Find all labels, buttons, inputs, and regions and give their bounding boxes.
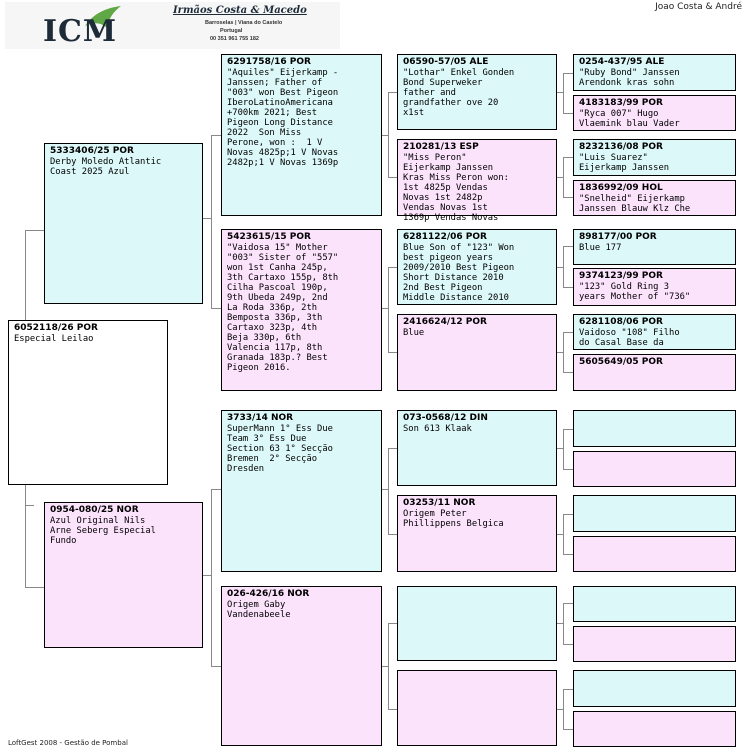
connector bbox=[563, 246, 564, 287]
connector bbox=[25, 505, 34, 506]
connector bbox=[563, 514, 573, 515]
connector bbox=[563, 157, 573, 158]
connector bbox=[388, 177, 397, 178]
connector bbox=[25, 587, 44, 588]
club-country: Portugal bbox=[220, 28, 243, 34]
connector bbox=[563, 429, 573, 430]
gggparent-card-empty[interactable] bbox=[573, 626, 736, 662]
pigeon-description: Azul Original Nils Arne Seberg Especial Fundo bbox=[50, 516, 156, 546]
ring-number: 6281122/06 POR bbox=[403, 232, 487, 242]
grandsire-maternal-card[interactable] bbox=[221, 410, 382, 572]
connector bbox=[388, 623, 389, 709]
pigeon-description: Origem Gaby Vandenabeele bbox=[227, 600, 291, 620]
connector bbox=[211, 666, 221, 667]
connector bbox=[563, 429, 564, 469]
ring-number: 3733/14 NOR bbox=[227, 413, 294, 423]
ring-number: 898177/00 POR bbox=[579, 232, 657, 242]
gggparent-card[interactable] bbox=[573, 229, 736, 265]
gggparent-card-empty[interactable] bbox=[573, 670, 736, 707]
ring-number: 6291758/16 POR bbox=[227, 57, 311, 67]
connector bbox=[563, 332, 564, 372]
ggparent-card[interactable] bbox=[397, 139, 557, 223]
grandsire-paternal-card[interactable] bbox=[221, 54, 382, 216]
gggparent-card-empty[interactable] bbox=[573, 495, 736, 532]
pigeon-description: Origem Peter Phillippens Belgica bbox=[403, 509, 504, 529]
connector bbox=[388, 267, 389, 352]
pigeon-description: Blue Son of "123" Won best pigeon years 2009/2010 Best Pigeon Short Distance 2010 2nd Best Pigeon Middle Distance 2010 bbox=[403, 243, 515, 303]
granddam-maternal-card[interactable] bbox=[221, 586, 382, 746]
gggparent-card[interactable] bbox=[573, 180, 736, 216]
pigeon-description: Vaidoso "108" Filho do Casal Base da bbox=[579, 328, 680, 348]
connector bbox=[211, 308, 221, 309]
connector bbox=[563, 729, 573, 730]
club-name: Irmãos Costa & Macedo bbox=[173, 5, 307, 16]
connector bbox=[563, 113, 573, 114]
connector bbox=[563, 603, 573, 604]
ring-number: 8232136/08 POR bbox=[579, 142, 663, 152]
pigeon-description: SuperMann 1° Ess Due Team 3° Ess Due Section 63 1° Secção Bremen 2° Secção Dresden bbox=[227, 424, 333, 474]
connector bbox=[388, 448, 389, 534]
connector bbox=[563, 514, 564, 554]
ggparent-card[interactable] bbox=[397, 495, 557, 572]
connector bbox=[388, 623, 397, 624]
ring-number: 6281108/06 POR bbox=[579, 317, 663, 327]
ggparent-card-empty[interactable] bbox=[397, 586, 557, 661]
pigeon-description: "Luis Suarez" Eijerkamp Janssen bbox=[579, 153, 670, 173]
gggparent-card-empty[interactable] bbox=[573, 451, 736, 487]
connector bbox=[563, 73, 573, 74]
gggparent-card-empty[interactable] bbox=[573, 711, 736, 747]
connector bbox=[388, 92, 397, 93]
ring-number: 5605649/05 POR bbox=[579, 357, 663, 367]
connector bbox=[563, 372, 573, 373]
owner-name: Joao Costa & André bbox=[655, 2, 742, 12]
connector bbox=[203, 575, 211, 576]
pigeon-description: "Lothar" Enkel Gonden Bond Superweker father and grandfather ove 20 x1st bbox=[403, 68, 515, 118]
connector bbox=[388, 92, 389, 177]
logo-text: ICM bbox=[43, 14, 118, 49]
connector bbox=[211, 135, 212, 308]
connector bbox=[563, 469, 573, 470]
pigeon-description: Blue 177 bbox=[579, 243, 622, 253]
subject-pigeon-card[interactable] bbox=[8, 320, 168, 485]
connector bbox=[563, 246, 573, 247]
gggparent-card-empty[interactable] bbox=[573, 536, 736, 572]
connector bbox=[388, 534, 397, 535]
ring-number: 4183183/99 POR bbox=[579, 98, 663, 108]
gggparent-card-empty[interactable] bbox=[573, 410, 736, 447]
connector bbox=[211, 135, 221, 136]
connector bbox=[563, 603, 564, 644]
connector bbox=[563, 554, 573, 555]
footer-software: LoftGest 2008 - Gestão de Pombal bbox=[8, 739, 128, 747]
ring-number: 5333406/25 POR bbox=[50, 146, 134, 156]
pigeon-description: Blue bbox=[403, 328, 425, 338]
ring-number: 026-426/16 NOR bbox=[227, 589, 310, 599]
connector bbox=[388, 448, 397, 449]
pigeon-description: "Vaidosa 15" Mother "003" Sister of "557" won 1st Canha 245p, 3th Cartaxo 155p, 8th Cilha Pascoal 190p, 9th Ubeda 249p, 2nd La Roda 336p, 2th Bemposta 336p, 3th Cartaxo 323p, 4th Beja 330p, 6th Valencia 117p, 8th Granada 183p.? Best Pigeon 2016. bbox=[227, 243, 339, 373]
ring-number: 03253/11 NOR bbox=[403, 498, 476, 508]
ring-number: 06590-57/05 ALE bbox=[403, 57, 489, 67]
granddam-paternal-card[interactable] bbox=[221, 229, 382, 391]
gggparent-card[interactable] bbox=[573, 354, 736, 391]
pigeon-description: "Snelheid" Eijerkamp Janssen Blauw Klz Che bbox=[579, 194, 691, 214]
pigeon-description: "Ruby Bond" Janssen Arendonk kras sohn bbox=[579, 68, 680, 88]
ggparent-card[interactable] bbox=[397, 410, 557, 486]
connector bbox=[563, 73, 564, 113]
ggparent-card[interactable] bbox=[397, 54, 557, 130]
ring-number: 073-0568/12 DIN bbox=[403, 413, 488, 423]
gggparent-card-empty[interactable] bbox=[573, 586, 736, 622]
club-logo bbox=[5, 2, 340, 49]
ring-number: 0954-080/25 NOR bbox=[50, 505, 139, 515]
connector bbox=[388, 709, 397, 710]
ring-number: 5423615/15 POR bbox=[227, 232, 311, 242]
club-phone: 00 351 961 755 182 bbox=[210, 36, 259, 42]
gggparent-card[interactable] bbox=[573, 268, 736, 306]
ggparent-card[interactable] bbox=[397, 229, 557, 305]
ring-number: 210281/13 ESP bbox=[403, 142, 479, 152]
connector bbox=[563, 644, 573, 645]
ring-number: 0254-437/95 ALE bbox=[579, 57, 665, 67]
pigeon-description: "Aquiles" Eijerkamp - Janssen; Father of "003" won Best Pigeon IberoLatinoAmericana +700km 2021; Best Pigeon Long Distance 2022 Son Miss Perone, won : 1 V Novas 4825p;1 V Novas 2482p;1 V Novas 1369p bbox=[227, 68, 339, 168]
pigeon-description: "123" Gold Ring 3 years Mother of "736" bbox=[579, 282, 691, 302]
ring-number: 2416624/12 POR bbox=[403, 317, 487, 327]
ggparent-card-empty[interactable] bbox=[397, 670, 557, 746]
club-address: Barroselas | Viana do Castelo bbox=[205, 20, 283, 26]
connector bbox=[563, 157, 564, 197]
connector bbox=[388, 267, 397, 268]
pigeon-description: "Ryca 007" Hugo Vlaemink blau Vader bbox=[579, 109, 680, 129]
sire-card[interactable] bbox=[44, 143, 203, 304]
ggparent-card[interactable] bbox=[397, 314, 557, 391]
pigeon-description: Derby Moledo Atlantic Coast 2025 Azul bbox=[50, 157, 162, 177]
pigeon-description: "Miss Peron" Eijerkamp Janssen Kras Miss Peron won: 1st 4825p Vendas Novas 1st 2482p Vendas Novas 1st 1369p Vendas Novas bbox=[403, 153, 509, 223]
connector bbox=[211, 489, 221, 490]
connector bbox=[388, 352, 397, 353]
connector bbox=[25, 230, 44, 231]
dam-card[interactable] bbox=[44, 502, 203, 648]
ring-number: 1836992/09 HOL bbox=[579, 183, 663, 193]
gggparent-card[interactable] bbox=[573, 95, 736, 131]
pigeon-description: Son 613 Klaak bbox=[403, 424, 472, 434]
connector bbox=[563, 332, 573, 333]
connector bbox=[563, 689, 573, 690]
gggparent-card[interactable] bbox=[573, 54, 736, 91]
connector bbox=[563, 689, 564, 729]
pigeon-description: Especial Leilao bbox=[14, 334, 94, 344]
connector bbox=[563, 287, 573, 288]
gggparent-card[interactable] bbox=[573, 314, 736, 350]
connector bbox=[211, 489, 212, 666]
ring-number: 6052118/26 POR bbox=[14, 323, 98, 333]
ring-number: 9374123/99 POR bbox=[579, 271, 663, 281]
connector bbox=[563, 197, 573, 198]
connector bbox=[203, 218, 211, 219]
gggparent-card[interactable] bbox=[573, 139, 736, 176]
